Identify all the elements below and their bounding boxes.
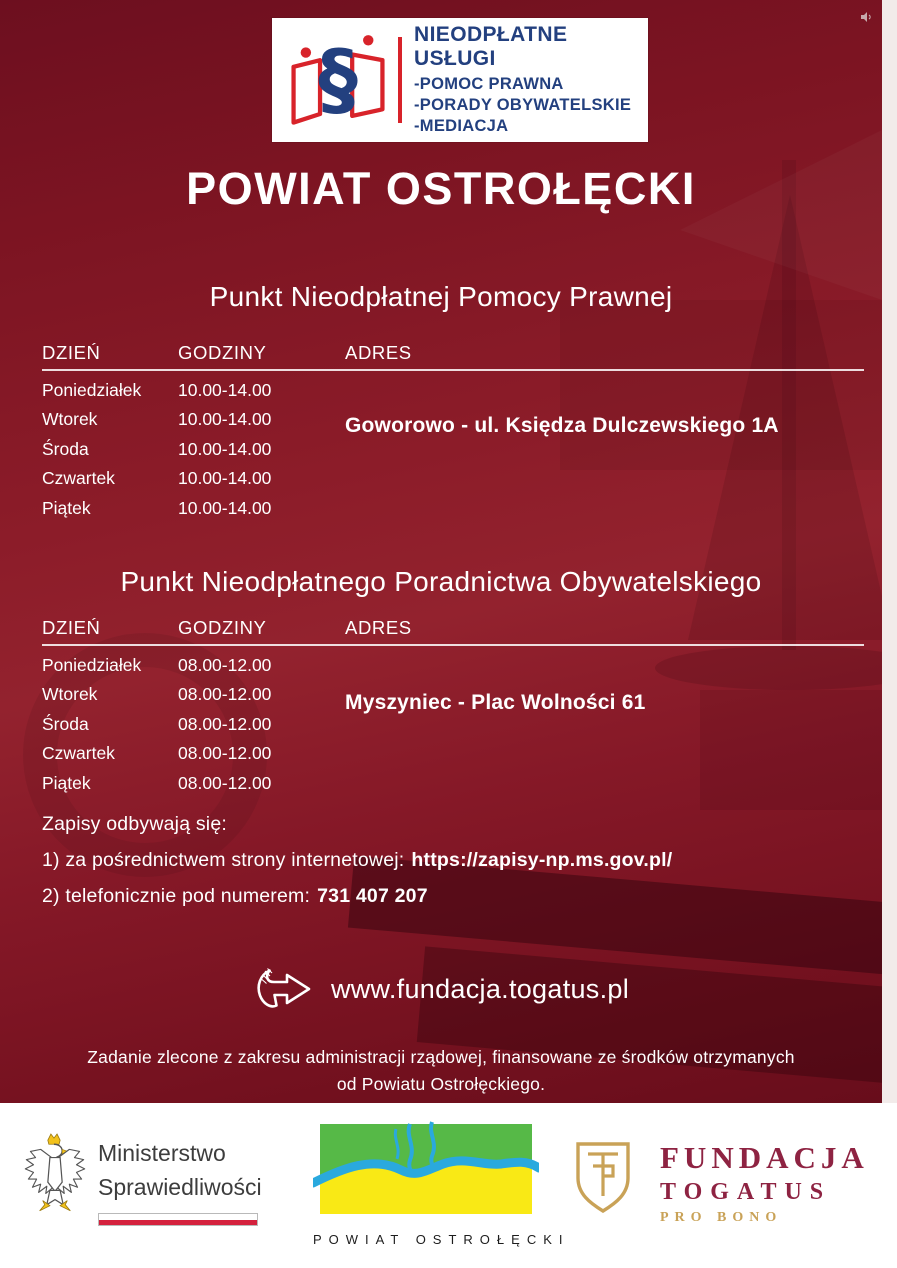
header-card-title: NIEODPŁATNE USŁUGI	[414, 23, 568, 70]
hours-cell: 10.00-14.00	[178, 409, 272, 429]
paragraph-books-logo-icon	[286, 28, 390, 132]
schedule-table-legal-aid	[42, 342, 864, 519]
ministry-name-line2: Sprawiedliwości	[98, 1174, 262, 1200]
hours-cell: 10.00-14.00	[178, 497, 272, 518]
address-legal-aid: Goworowo - ul. Księdza Dulczewskiego 1A	[345, 414, 779, 437]
signup-phone-number: 731 407 207	[317, 885, 428, 907]
header-card-service-legal: -POMOC PRAWNA	[414, 75, 564, 93]
foundation-website-url: www.fundacja.togatus.pl	[330, 973, 630, 1004]
foundation-website-row	[0, 946, 882, 1032]
table-header-rule	[42, 369, 864, 371]
header-card-divider	[398, 37, 402, 123]
scan-edge-strip	[882, 0, 897, 1103]
header-card-service-civic: -PORADY OBYWATELSKIE	[414, 96, 632, 114]
signup-method-phone	[42, 885, 672, 908]
powiat-landscape-icon	[313, 1121, 539, 1221]
hours-cell: 08.00-12.00	[178, 772, 272, 793]
hours-cell: 08.00-12.00	[178, 684, 272, 704]
day-cell: Czwartek	[42, 743, 115, 763]
column-header-address: ADRES	[345, 617, 412, 638]
table-row	[42, 380, 864, 401]
speaker-icon[interactable]	[860, 11, 872, 23]
day-cell: Wtorek	[42, 409, 98, 429]
table-header-rule	[42, 644, 864, 646]
table-row	[42, 773, 864, 794]
table-header-row	[42, 342, 864, 364]
funding-note-line2: od Powiatu Ostrołęckiego.	[336, 1074, 546, 1094]
column-header-day: DZIEŃ	[42, 617, 101, 638]
day-cell: Czwartek	[42, 468, 115, 488]
signup-phone-label: 2) telefonicznie pod numerem:	[42, 885, 311, 907]
polish-eagle-icon	[22, 1133, 88, 1219]
table-row	[42, 714, 864, 735]
table-row	[42, 468, 864, 489]
fundacja-togatus-logo	[572, 1140, 869, 1226]
day-cell: Wtorek	[42, 684, 98, 704]
column-header-hours: GODZINY	[178, 617, 267, 638]
powiat-caption: POWIAT OSTROŁĘCKI	[313, 1232, 570, 1247]
day-cell: Piątek	[42, 772, 91, 793]
table-row	[42, 439, 864, 460]
togatus-shield-icon	[572, 1140, 634, 1216]
svg-text:§: §	[318, 32, 358, 126]
ministry-of-justice-logo	[22, 1133, 262, 1226]
partner-logos-band	[0, 1103, 897, 1268]
day-cell: Środa	[42, 438, 89, 459]
hours-cell: 08.00-12.00	[178, 654, 272, 675]
ministry-name-line1: Ministerstwo	[98, 1140, 226, 1166]
signup-method-website	[42, 849, 672, 872]
day-cell: Poniedziałek	[42, 379, 142, 400]
table-header-row	[42, 617, 864, 639]
address-civic-counseling: Myszyniec - Plac Wolności 61	[345, 691, 646, 714]
day-cell: Środa	[42, 713, 89, 734]
fundacja-name-line2: TOGATUS	[660, 1179, 832, 1205]
fundacja-name-line3: PRO BONO	[660, 1210, 783, 1225]
funding-note	[0, 1044, 882, 1098]
hours-cell: 10.00-14.00	[178, 468, 272, 488]
hours-cell: 08.00-12.00	[178, 713, 272, 734]
table-row	[42, 743, 864, 764]
table-row	[42, 655, 864, 676]
signup-website-label: 1) za pośrednictwem strony internetowej:	[42, 849, 405, 871]
hours-cell: 08.00-12.00	[178, 743, 272, 763]
schedule-table-civic-counseling	[42, 617, 864, 794]
page-title: POWIAT OSTROŁĘCKI	[186, 163, 696, 214]
arrow-right-icon	[253, 962, 315, 1016]
day-cell: Piątek	[42, 497, 91, 518]
section-heading-legal-aid: Punkt Nieodpłatnej Pomocy Prawnej	[209, 281, 673, 312]
signup-info	[42, 813, 672, 921]
day-cell: Poniedziałek	[42, 654, 142, 675]
signup-intro: Zapisy odbywają się:	[42, 813, 228, 835]
legal-aid-header-card	[272, 18, 648, 142]
signup-website-url: https://zapisy-np.ms.gov.pl/	[411, 849, 673, 871]
fundacja-name-line1: FUNDACJA	[660, 1140, 869, 1175]
column-header-day: DZIEŃ	[42, 342, 101, 363]
hours-cell: 10.00-14.00	[178, 438, 272, 459]
column-header-hours: GODZINY	[178, 342, 267, 363]
table-row	[42, 498, 864, 519]
powiat-ostrolecki-logo	[313, 1121, 570, 1247]
polish-flag-stripe	[98, 1213, 258, 1226]
section-heading-civic-counseling: Punkt Nieodpłatnego Poradnictwa Obywatelskiego	[120, 566, 762, 597]
column-header-address: ADRES	[345, 342, 412, 363]
header-card-service-mediation: -MEDIACJA	[414, 117, 509, 135]
hours-cell: 10.00-14.00	[178, 379, 272, 400]
funding-note-line1: Zadanie zlecone z zakresu administracji rządowej, finansowane ze środków otrzymanych	[87, 1047, 795, 1067]
